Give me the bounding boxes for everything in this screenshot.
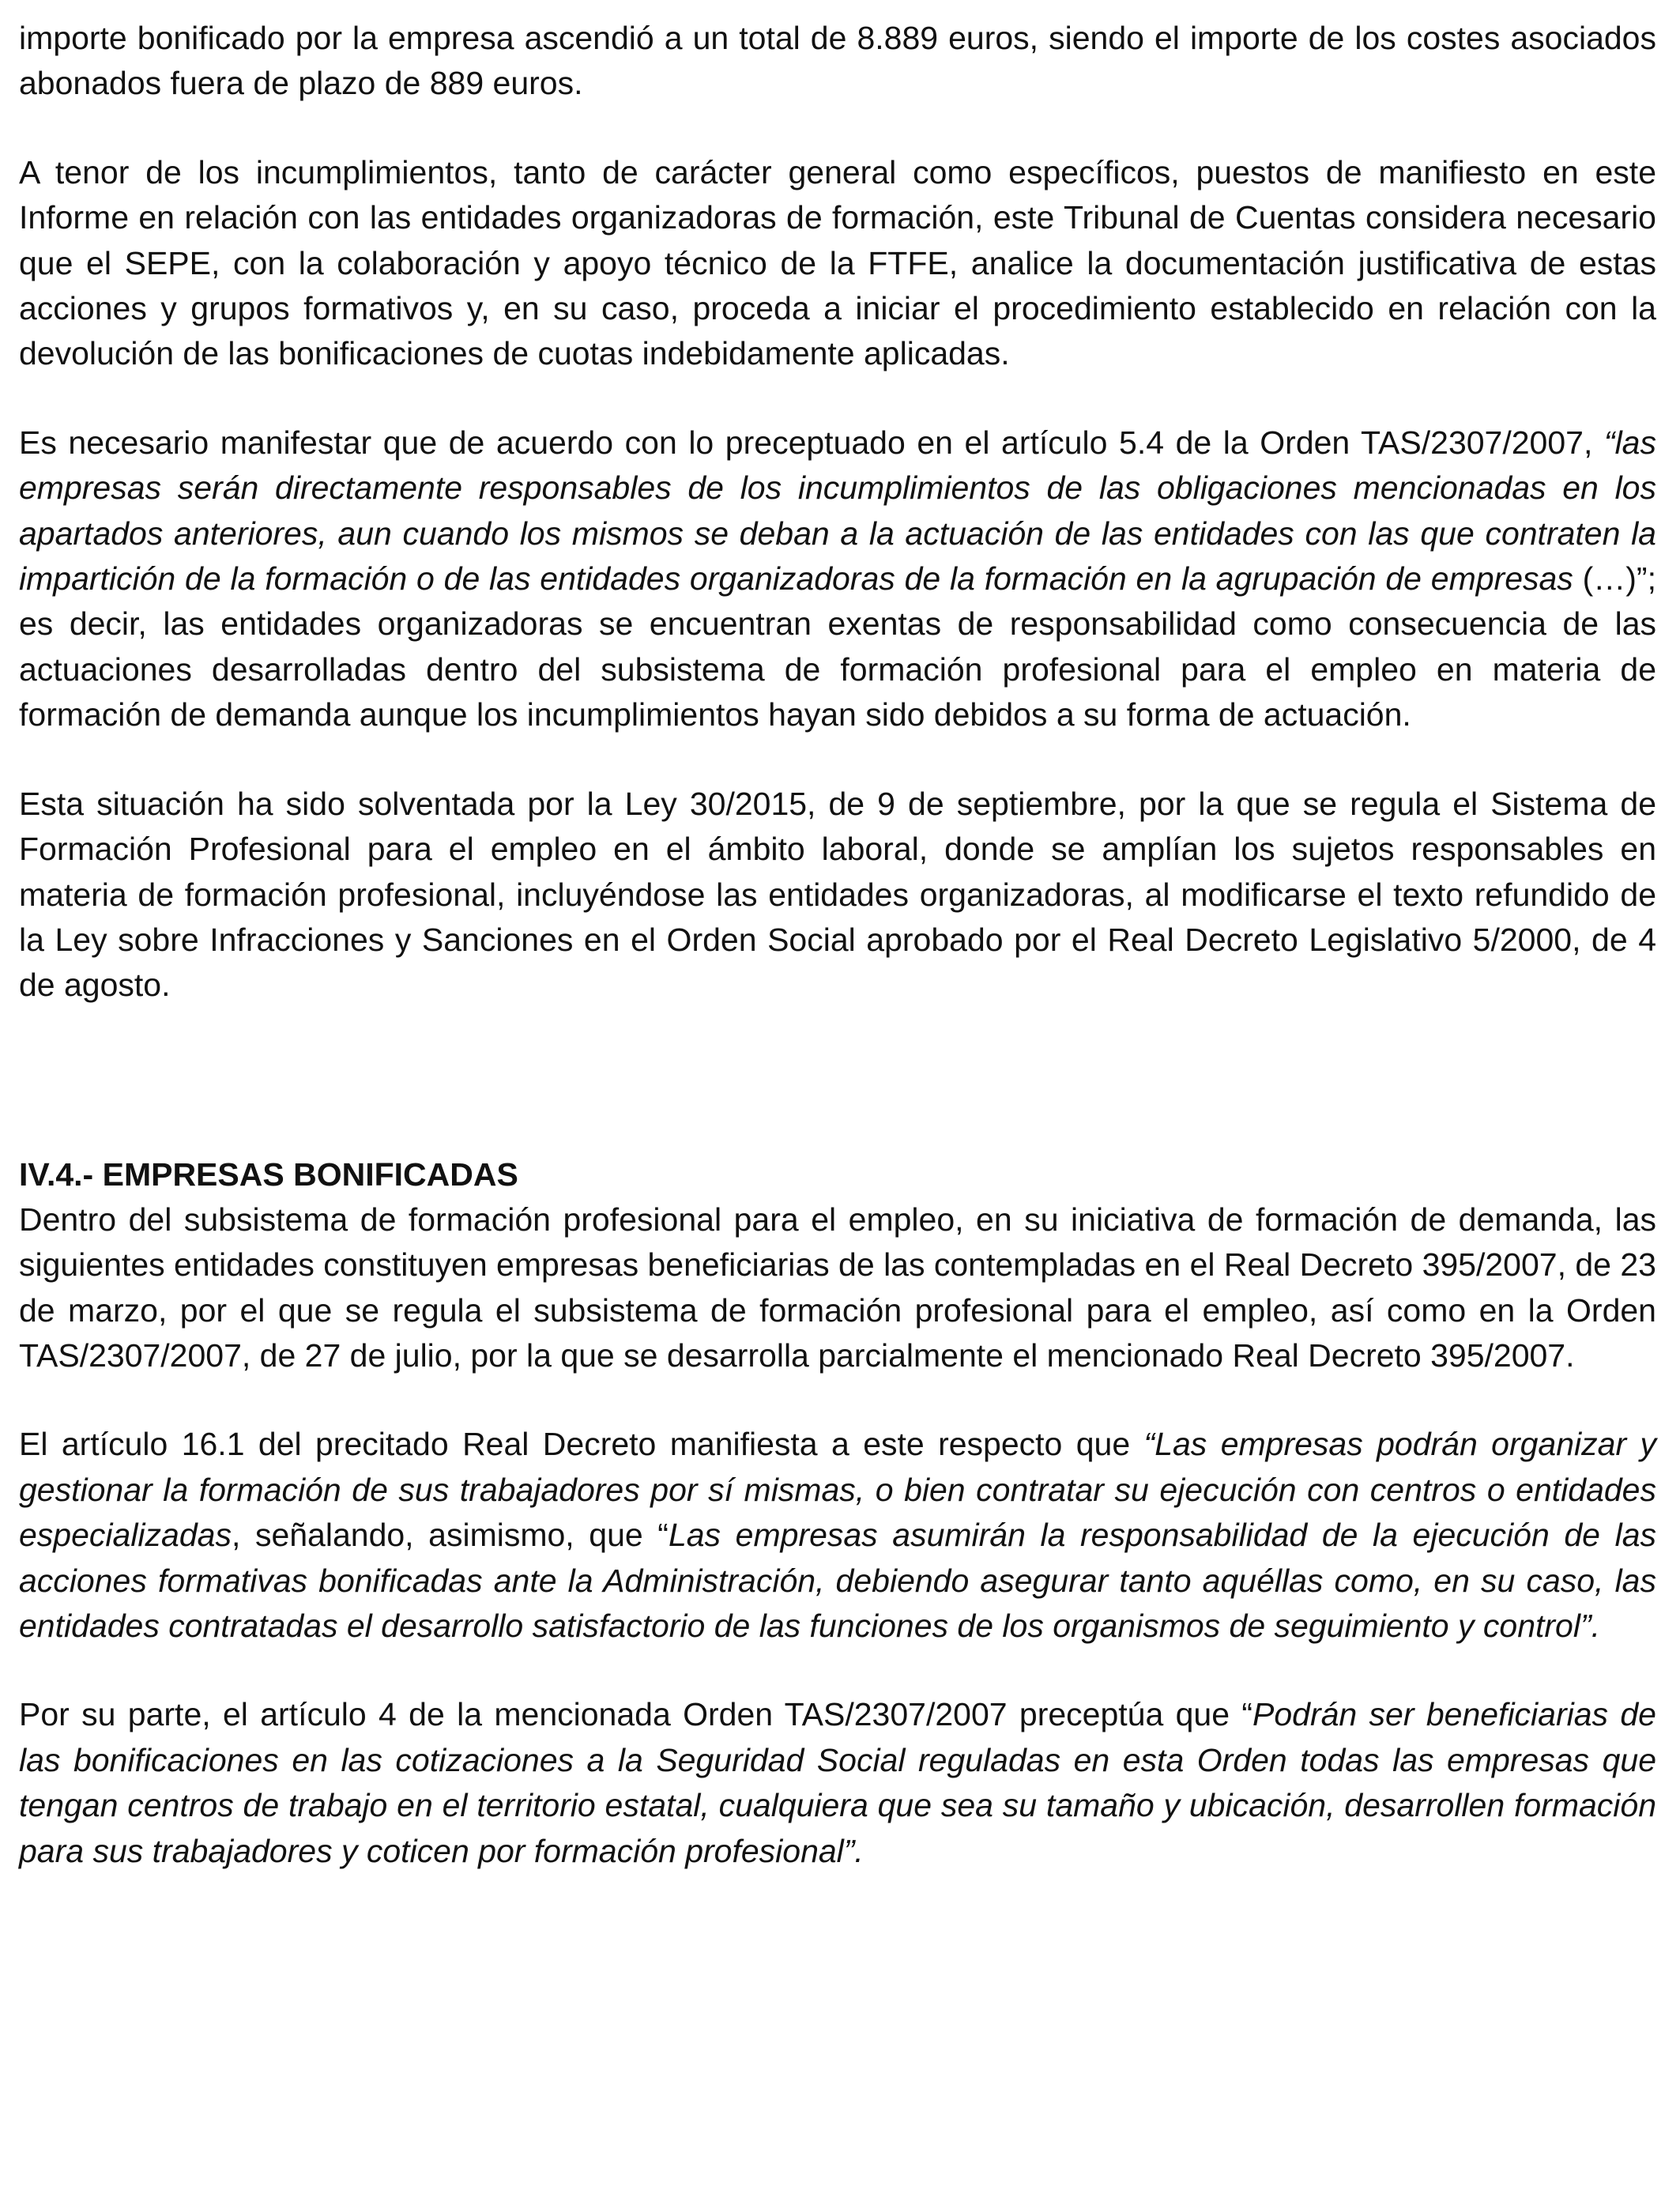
article-16-1-quote-2: Las empresas asumirán la responsabilidad de la ejecución de las acciones formativas bonificadas ante la Administración, debiendo asegurar tanto aquéllas como, en su caso, las entidades contratadas el desarrollo satisfactorio de las funciones de los organismos de seguimiento y control”. bbox=[19, 1517, 1656, 1644]
article-5-4-lead: Es necesario manifestar que de acuerdo con lo preceptuado en el artículo 5.4 de la Orden TAS/2307/2007, bbox=[19, 424, 1604, 461]
article-16-1-lead: El artículo 16.1 del precitado Real Decreto manifiesta a este respecto que bbox=[19, 1426, 1144, 1463]
paragraph-article-4 bbox=[19, 1692, 1656, 1874]
article-5-4-quote: “las empresas serán directamente responsables de los incumplimientos de las obligaciones mencionadas en los apartados anteriores, aun cuando los mismos se deban a la actuación de las entidades con las que contraten la impartición de la formación o de las entidades organizadoras de la formación en la agrupación de empresas bbox=[19, 424, 1656, 598]
paragraph-article-16-1 bbox=[19, 1422, 1656, 1649]
paragraph-ley-30-2015: Esta situación ha sido solventada por la Ley 30/2015, de 9 de septiembre, por la que se regula el Sistema de Formación Profesional para el empleo en el ámbito laboral, donde se amplían los sujetos responsables en materia de formación profesional, incluyéndose las entidades organizadoras, al modificarse el texto refundido de la Ley sobre Infracciones y Sanciones en el Orden Social aprobado por el Real Decreto Legislativo 5/2000, de 4 de agosto. bbox=[19, 785, 1656, 1004]
article-5-4-tail: (…)”; es decir, las entidades organizadoras se encuentran exentas de responsabilidad como consecuencia de las actuaciones desarrolladas dentro del subsistema de formación profesional para el empleo en materia de formación de demanda aunque los incumplimientos hayan sido debidos a su forma de actuación. bbox=[19, 560, 1656, 733]
article-16-1-quote-1: “Las empresas podrán organizar y gestionar la formación de sus trabajadores por sí mismas, o bien contratar su ejecución con centros o entidades especializadas bbox=[19, 1426, 1656, 1554]
article-16-1-middle: , señalando, asimismo, que “ bbox=[231, 1517, 669, 1554]
paragraph-breaches-sepe: A tenor de los incumplimientos, tanto de carácter general como específicos, puestos de manifiesto en este Informe en relación con las entidades organizadoras de formación, este Tribunal de Cuentas considera necesario que el SEPE, con la colaboración y apoyo técnico de la FTFE, analice la documentación justificativa de estas acciones y grupos formativos y, en su caso, proceda a iniciar el procedimiento establecido en relación con la devolución de las bonificaciones de cuotas indebidamente aplicadas. bbox=[19, 153, 1656, 372]
section-heading: IV.4.- EMPRESAS BONIFICADAS bbox=[19, 1155, 518, 1193]
article-4-quote: Podrán ser beneficiarias de las bonificaciones en las cotizaciones a la Seguridad Social reguladas en esta Orden todas las empresas que tengan centros de trabajo en el territorio estatal, cualquiera que sea su tamaño y ubicación, desarrollen formación para sus trabajadores y coticen por formación profesional”. bbox=[19, 1696, 1656, 1869]
article-4-lead: Por su parte, el artículo 4 de la mencionada Orden TAS/2307/2007 preceptúa que “ bbox=[19, 1696, 1252, 1733]
document-page bbox=[19, 16, 1656, 1874]
paragraph-bonified-amount: importe bonificado por la empresa ascendió a un total de 8.889 euros, siendo el importe de los costes asociados abonados fuera de plazo de 889 euros. bbox=[19, 20, 1656, 102]
paragraph-subsystem-demand: Dentro del subsistema de formación profesional para el empleo, en su iniciativa de formación de demanda, las siguientes entidades constituyen empresas beneficiarias de las contempladas en el Real Decreto 395/2007, de 23 de marzo, por el que se regula el subsistema de formación profesional para el empleo, así como en la Orden TAS/2307/2007, de 27 de julio, por la que se desarrolla parcialmente el mencionado Real Decreto 395/2007. bbox=[19, 1201, 1656, 1374]
paragraph-article-5-4 bbox=[19, 420, 1656, 738]
